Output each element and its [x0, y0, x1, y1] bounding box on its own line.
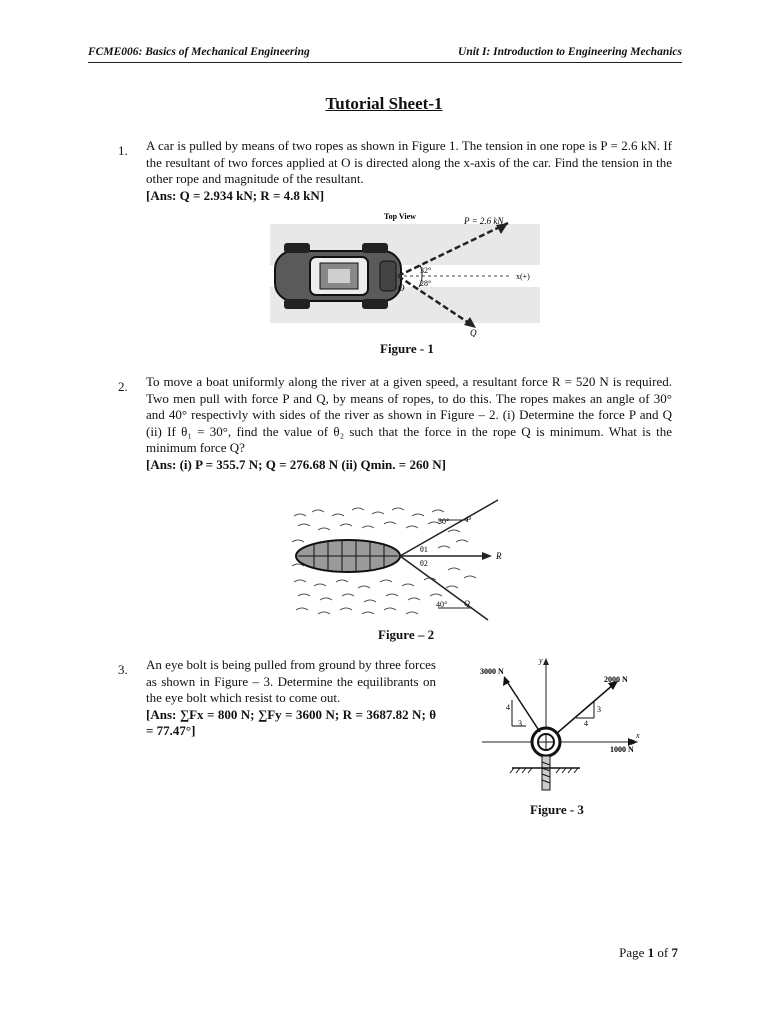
p-rope-label: P: [466, 515, 471, 524]
question-3: [146, 657, 436, 740]
origin-label: O: [398, 283, 405, 293]
angle-32-label: 32°: [420, 266, 432, 275]
force-1000-label: 1000 N: [610, 745, 634, 754]
running-header: [88, 46, 682, 63]
question-3-answer: ∑Fx = 800 N; ∑Fy = 3600 N; R = 3687.82 N; θ = 77.47°]: [146, 706, 437, 739]
question-1-number: 1.: [118, 143, 128, 158]
slope-4-right: 4: [584, 719, 588, 728]
slope-3-right: 3: [597, 705, 601, 714]
force-2000-label: 2000 N: [604, 675, 628, 684]
slope-4-left: 4: [506, 703, 510, 712]
force-3000-label: 3000 N: [480, 667, 504, 676]
question-2-number: 2.: [118, 379, 128, 394]
p-force-label: P = 2.6 kN: [464, 216, 504, 226]
slope-3-left: 3: [518, 719, 522, 728]
question-3-number: 3.: [118, 662, 128, 677]
page-title: Tutorial Sheet-1: [325, 94, 443, 113]
theta1-label: θ1: [420, 545, 428, 554]
r-label: R: [496, 551, 502, 561]
top-view-label: Top View: [384, 212, 416, 221]
y-axis-label: y: [539, 656, 543, 665]
question-3-text: An eye bolt is being pulled from ground by three forces as shown in Figure – 3. Determine the equilibrants on the eye bolt which resist to come out.: [146, 657, 436, 706]
angle-40-label: 40°: [436, 600, 448, 609]
theta2-label: θ2: [420, 559, 428, 568]
question-2: [146, 374, 672, 474]
figure-1-caption: Figure - 1: [380, 341, 434, 356]
x-axis-label: x(+): [516, 272, 530, 281]
question-3-answer-label: [Ans:: [146, 706, 177, 722]
question-1-answer: Q = 2.934 kN; R = 4.8 kN]: [179, 187, 325, 203]
car-image: [275, 243, 401, 309]
question-2-text: To move a boat uniformly along the river at a given speed, a resultant force R = 520 N is required. Two men pull with force P and Q, by means of ropes, to do this. The ropes makes an angle of 30° and 40° respectivly with sides of the river as shown in Figure – 2. (i) Determine the force P and Q (ii) If θ₁ = 30°, find the value of θ₂ such that the force in the rope Q is minimum. What is the minimum force Q?: [146, 374, 672, 456]
figure-3-caption: Figure - 3: [530, 802, 584, 817]
course-title: FCME006: Basics of Mechanical Engineering: [88, 46, 310, 58]
figure-3: [476, 652, 648, 798]
unit-title: Unit I: Introduction to Engineering Mechanics: [458, 46, 682, 58]
figure-2-caption: Figure – 2: [378, 627, 435, 642]
figure-1: [270, 207, 540, 337]
question-2-answer: P = 355.7 N; Q = 276.68 N (ii) Qmin. = 260 N]: [195, 456, 446, 472]
question-1: [146, 138, 672, 204]
x-axis-label: x: [636, 731, 640, 740]
q-rope-label: Q: [464, 599, 470, 608]
figure-2: [288, 492, 518, 622]
question-1-answer-label: [Ans:: [146, 187, 177, 203]
question-2-answer-label: [Ans: (i): [146, 456, 192, 472]
angle-30-label: 30°: [438, 517, 450, 526]
page-number: Page 1 of 7: [619, 945, 678, 960]
angle-28-label: 28°: [420, 279, 432, 288]
q-force-label: Q: [470, 328, 477, 337]
boat-image: [296, 540, 400, 572]
question-1-text: A car is pulled by means of two ropes as shown in Figure 1. The tension in one rope is P = 2.6 kN. If the resultant of two forces applied at O is directed along the x-axis of the car. Find the tension in the other rope and magnitude of the resultant.: [146, 138, 672, 187]
